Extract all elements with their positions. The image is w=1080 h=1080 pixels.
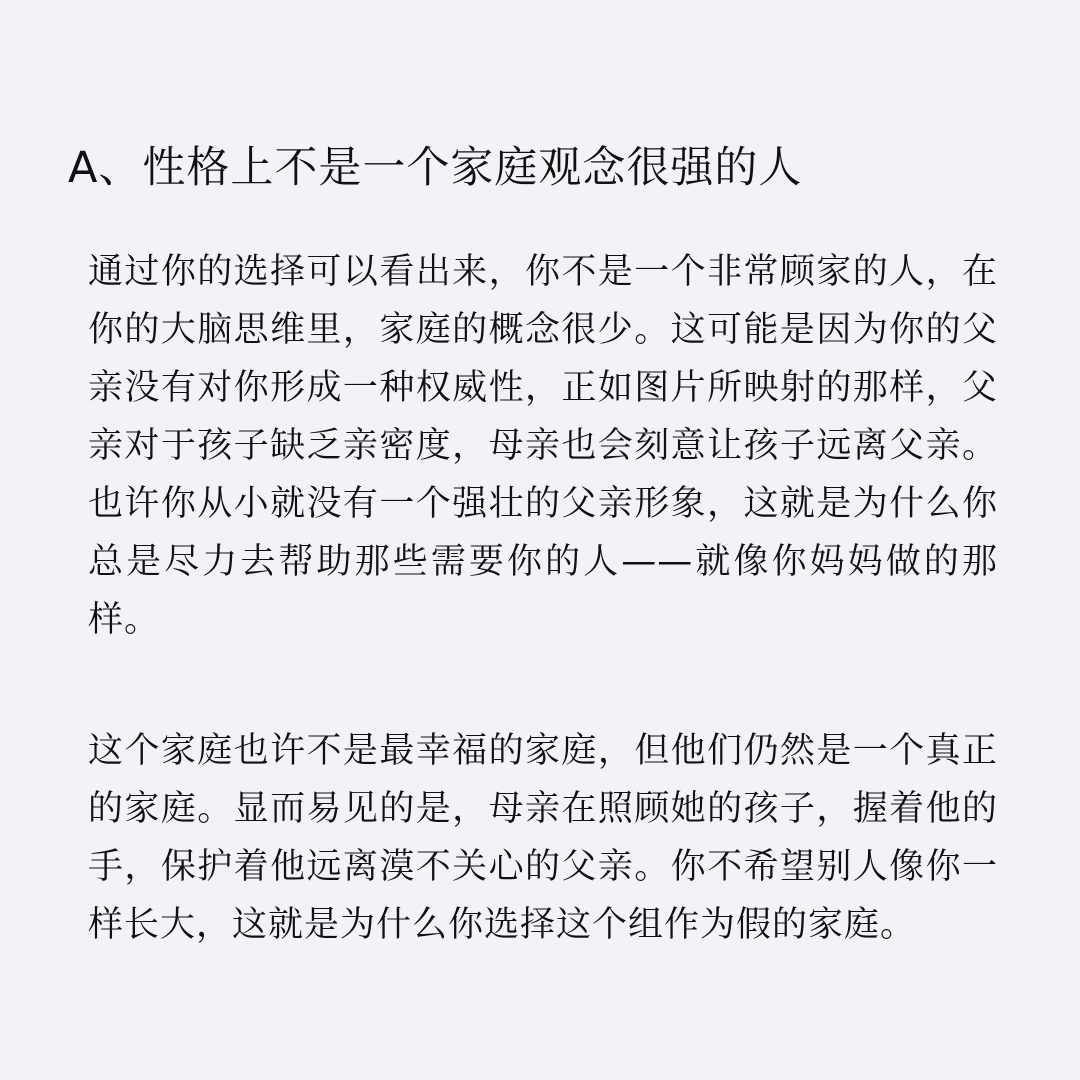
section-heading: A、性格上不是一个家庭观念很强的人 xyxy=(68,143,803,193)
paragraph-2: 这个家庭也许不是最幸福的家庭，但他们仍然是一个真正的家庭。显而易见的是，母亲在照顾她的孩子，握着他的手，保护着他远离漠不关心的父亲。你不希望别人像你一样长大，这就是为什么你选择这个组作为假的家庭。 xyxy=(88,731,998,945)
paragraph-1: 通过你的选择可以看出来，你不是一个非常顾家的人，在你的大脑思维里，家庭的概念很少。这可能是因为你的父亲没有对你形成一种权威性，正如图片所映射的那样，父亲对于孩子缺乏亲密度，母亲也会刻意让孩子远离父亲。也许你从小就没有一个强壮的父亲形象，这就是为什么你总是尽力去帮助那些需要你的人——就像你妈妈做的那样。 xyxy=(88,252,998,640)
